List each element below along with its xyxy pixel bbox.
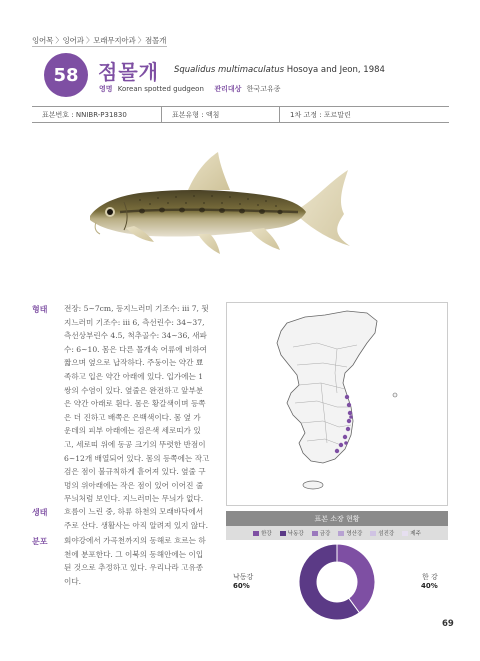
distribution-section-label: 분포: [32, 537, 48, 546]
page-number: 69: [442, 619, 454, 629]
legend-swatch: [338, 531, 344, 536]
holdings-donut-chart: [226, 540, 448, 624]
text-line: 지느러미 기조수: iii 6, 측선린수: 34~37,: [64, 317, 205, 327]
legend-swatch: [370, 531, 376, 536]
legend-item: [402, 529, 421, 537]
status-label: 관리대상: [214, 85, 242, 93]
text-line: 된 것으로 추정하고 있다. 우리나라 고유종: [64, 563, 204, 573]
legend-label: 낙동강: [287, 531, 304, 537]
legend-item: [312, 529, 331, 537]
specimen-type: 표본유형 : 액침: [162, 107, 280, 122]
donut-left-pct: 60%: [233, 582, 250, 590]
ecology-section-text: [64, 505, 208, 532]
english-name-label: 영명: [99, 85, 113, 93]
distribution-map: [226, 302, 448, 506]
holdings-chart-title: 표본 소장 현황: [226, 511, 448, 526]
fish-photo: [80, 150, 360, 260]
legend-label: 섬진강: [378, 531, 395, 537]
legend-item: [370, 529, 394, 537]
text-line: 쌍의 수염이 있다. 옆줄은 완전하고 앞부분: [64, 385, 204, 395]
specimen-number: 표본번호 : NNIBR-P31830: [32, 107, 162, 122]
text-line: 검은 점이 불규칙하게 흩어져 있다. 옆줄 구: [64, 467, 206, 477]
donut-right-pct: 40%: [421, 582, 438, 590]
english-name: Korean spotted gudgeon: [117, 85, 204, 93]
text-line: 측선상부린수 4.5, 척추골수: 34~36, 새파: [64, 331, 207, 341]
ecology-section-label: 생태: [32, 508, 48, 517]
legend-label: 한강: [261, 531, 272, 537]
fixation-method: 1차 고정 : 포르말린: [290, 110, 351, 119]
scientific-authority: Hosoya and Jeon, 1984: [286, 65, 385, 75]
legend-swatch: [280, 531, 286, 536]
legend-label: 금강: [319, 531, 331, 537]
form-section-text: [64, 302, 209, 506]
text-line: 주로 산다. 생활사는 아직 알려져 있지 않다.: [64, 520, 209, 530]
text-line: 전장: 5~7cm, 등지느러미 기조수: iii 7, 뒷: [64, 304, 209, 313]
distribution-section-text: [64, 534, 206, 588]
scientific-name-italic: Squalidus multimaculatus: [174, 65, 285, 75]
text-line: 멍의 위아래에는 작은 점이 있어 이어진 줄: [64, 480, 204, 490]
text-line: 수: 6~10. 몸은 다른 몰개속 어류에 비하여: [64, 344, 208, 354]
breadcrumb-divider: [32, 46, 167, 47]
species-korean-name: 점몰개: [98, 60, 159, 84]
text-line: 회야강에서 가곡천까지의 동해로 흐르는 하: [64, 536, 206, 545]
text-line: 은 약간 아래로 휜다. 몸은 황갈색이며 등쪽: [64, 399, 206, 409]
text-line: 흐름이 느린 중, 하류 하천의 모래바닥에서: [64, 507, 204, 516]
donut-label-left: [233, 572, 253, 590]
status-value: 한국고유종: [246, 85, 281, 93]
form-section-label: 형태: [32, 305, 48, 314]
text-line: 족하고 입은 약간 아래에 있다. 입가에는 1: [64, 371, 204, 381]
text-line: 은 더 진하고 배쪽은 은백색이다. 몸 옆 가: [64, 412, 201, 422]
text-line: 무늬처럼 보인다. 지느러미는 무늬가 없다.: [64, 494, 204, 504]
legend-item: [338, 529, 362, 537]
species-scientific-name: [174, 65, 385, 75]
breadcrumb: 잉어목 〉잉어과 〉모래무지아과 〉점몰개: [32, 36, 167, 45]
text-line: 짧으며 옆으로 납작하다. 주둥이는 약간 뾰: [64, 358, 204, 368]
legend-item: [280, 529, 304, 537]
legend-swatch: [312, 531, 318, 536]
text-line: 천에 분포한다. 그 이북의 동해안에는 이입: [64, 549, 204, 559]
legend-label: 제주: [410, 531, 421, 537]
legend-swatch: [402, 531, 408, 536]
donut-left-name: 낙동강: [233, 573, 254, 581]
donut-right-name: 한 강: [422, 573, 438, 581]
species-number-badge: 58: [44, 53, 88, 97]
legend-item: [253, 529, 272, 537]
text-line: 이다.: [64, 576, 82, 586]
specimen-info-row: [32, 106, 449, 123]
species-meta: [99, 84, 280, 94]
donut-label-right: [421, 572, 438, 590]
text-line: 고, 세로띠 위에 동공 크기의 뚜렷한 반점이: [64, 439, 206, 449]
legend-swatch: [253, 531, 259, 536]
legend-label: 영산강: [346, 531, 363, 537]
text-line: 6~12개 배열되어 있다. 몸의 등쪽에는 작고: [64, 453, 210, 463]
text-line: 운데의 피부 아래에는 검은색 세로띠가 있: [64, 426, 201, 436]
holdings-legend: [226, 526, 448, 540]
